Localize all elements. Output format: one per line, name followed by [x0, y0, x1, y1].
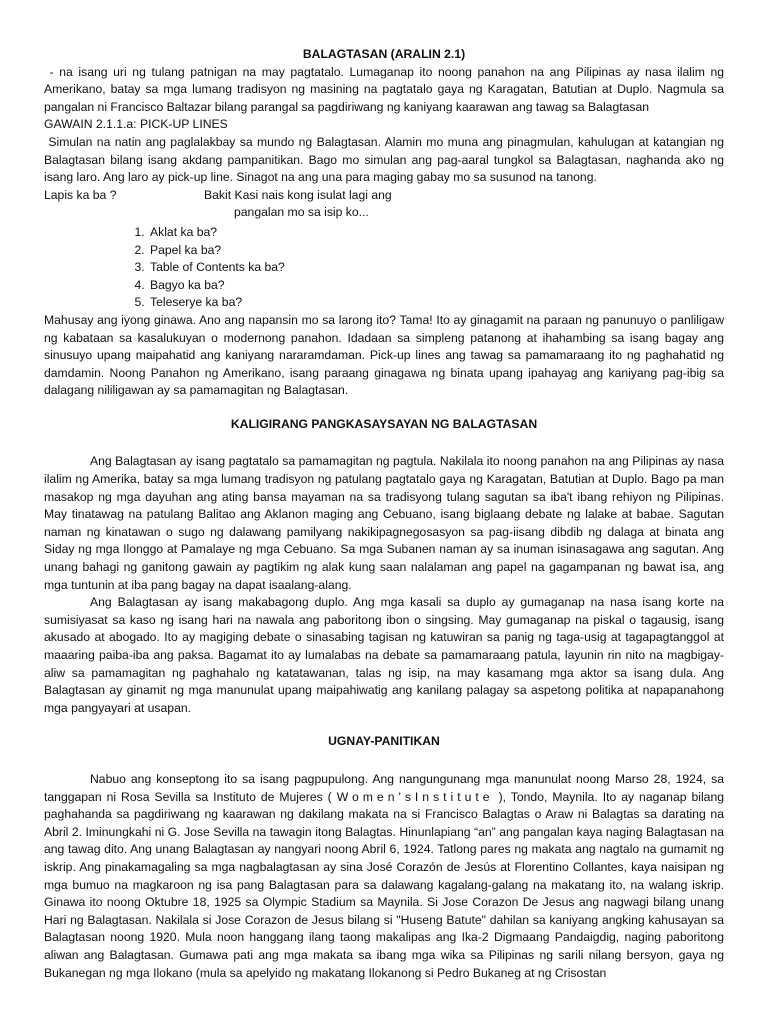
pickup-answer-line-1: Bakit Kasi nais kong isulat lagi ang: [204, 187, 392, 202]
list-item: 1. Aklat ka ba?: [148, 224, 724, 242]
pickup-question: Lapis ka ba ?: [44, 187, 117, 202]
ugnay-paragraph: Nabuo ang konseptong ito sa isang pagpupulong. Ang nangungunang mga manunulat noong Marso 28, 1924, sa tanggapan ni Rosa Sevilla sa Instituto de Mujeres ( Women'sInstitute ), Tondo, Maynila. Ito ay naganap bilang paghahanda sa pagdiriwang ng kaarawan ng dakilang makata na si Francisco Balagtas o Araw ni Balagtas sa darating na Abril 2. Iminungkahi ni G. Jose Sevilla na tawagin itong Balagtas. Hinunlapiang “an” ang pangalan kaya naging Balagtasan na ang tawag dito. Ang unang Balagtasan ay nangyari noong Abril 6, 1924. Tatlong pares ng makata ang nagtalo na gumamit ng iskrip. Ang pinakamagaling sa mga nagbalagtasan ay sina José Corazón de Jesús at Florentino Collantes, kaya naisipan ng mga bumuo na magkaroon ng isa pang Balagtasan para sa dalawang kagalang-galang na makatang ito, na walang iskrip. Ginawa ito noong Oktubre 18, 1925 sa Olympic Stadium sa Maynila. Si Jose Corazon De Jesus ang nagwagi bilang unang Hari ng Balagtasan. Nakilala si Jose Corazon de Jesus bilang si "Huseng Batute" dahilan sa kaniyang angking kahusayan sa Balagtasan noong 1920. Mula noon hanggang ilang taong makalipas ang Ika-2 Digmaang Pandaigdig, naging paboritong aliwan ang Balagtasan. Gumawa pati ang mga makata sa ibang mga wika sa Pilipinas ng sarili nilang bersyon, gaya ng Bukanegan ng mga Ilokano (mula sa apelyido ng makatang Ilokanong si Pedro Bukaneg at ng Crisostan: [44, 771, 724, 980]
list-item: 2. Papel ka ba?: [148, 242, 724, 260]
activity-title: GAWAIN 2.1.1.a: PICK-UP LINES: [44, 117, 228, 132]
pickup-example: [44, 187, 724, 205]
intro-definition: - na isang uri ng tulang patnigan na may pagtatalo. Lumaganap ito noong panahon na ang Pilipinas ay nasa ilalim ng Amerikano, batay sa mga lumang tradisyon ng masining na pagtatalo gaya ng Karagatan, Batutian at Duplo. Nagmula sa pangalan ni Francisco Baltazar bilang parangal sa pagdiriwang ng kaniyang kaarawan ang tawag sa Balagtasan: [44, 64, 725, 114]
pickup-answer-line-2: pangalan mo sa isip ko...: [234, 205, 369, 220]
activity-text: Simulan na natin ang paglalakbay sa mundo ng Balagtasan. Alamin mo muna ang pinagmulan, kahulugan at katangian ng Balagtasan bilang isang akdang pampanitikan. Bago mo simulan ang pag-aaral tungkol sa Balagtasan, naghanda ako ng isang laro. Ang laro ay pick-up line. Sinagot na ang una para maging gabay mo sa susunod na tanong.: [44, 134, 724, 185]
section-heading-ugnay: UGNAY-PANITIKAN: [328, 734, 440, 749]
list-item: 5. Teleserye ka ba?: [148, 294, 724, 312]
history-paragraph-2: Ang Balagtasan ay isang makabagong duplo. Ang mga kasali sa duplo ay gumaganap na nasa isang korte na sumisiyasat sa kaso ng isang hari na nawala ang paboritong ibon o singsing. May gumaganap na piskal o tagausig, isang akusado at abogado. Ito ay magiging debate o sinasabing tagisan ng katuwiran sa panig ng taga-usig at tagapagtanggol at maaaring paiba-iba ang paksa. Bagamat ito ay lumalabas na debate sa pamamaraang patula, layunin rin nito na magbigay-aliw sa pamamagitan ng paghahalo ng katatawanan, talas ng isip, na may kasamang mga aktor sa isang dula. Ang Balagtasan ay ginamit ng mga manunulat upang maipahiwatig ang kanilang palagay sa aspetong politika at napapanahong mga pangyayari at usapan.: [44, 595, 724, 715]
reflection-paragraph: Mahusay ang iyong ginawa. Ano ang napansin mo sa larong ito? Tama! Ito ay ginagamit na paraan ng panunuyo o panliligaw ng kabataan sa kasalukuyan o modernong panahon. Idadaan sa simpleng patanong at ihahambing sa isang bagay ang sinusuyo upang maipahatid ang kaniyang nararamdaman. Pick-up lines ang tawag sa pamamaraang ito ng paghahatid ng damdamin. Noong Panahon ng Amerikano, isang paraang ginagawa ng binata upang ipahayag ang kaniyang pag-ibig sa dalagang nililigawan ay sa pamamagitan ng Balagtasan.: [44, 312, 724, 398]
pickup-list: [44, 224, 724, 312]
list-item: 4. Bagyo ka ba?: [148, 277, 724, 295]
history-paragraph-1: Ang Balagtasan ay isang pagtatalo sa pamamagitan ng pagtula. Nakilala ito noong panahon na ang Pilipinas ay nasa ilalim ng Amerika, batay sa mga lumang tradisyon ng patulang pagtatalo gaya ng Karagatan, Batutian at Duplo. Bago pa man masakop ng mga dayuhan ang ating bansa mayaman na sa tradisyong tulang sagutan sa iba't ibang rehiyon ng Pilipinas. May tinatawag na patulang Balitao ang Aklanon maging ang Cebuano, isang biglaang debate ng lalake at babae. Sagutan naman ng kinatawan o sugo ng dalawang pamilyang nakikipagnegosasyon sa pag-iisang dibdib ng dalaga at binata ang Siday ng mga Ilonggo at Pamalaye ng mga Cebuano. Sa mga Subanen naman ay sa inuman isinasagawa ang sagutan. Ang unang bahagi ng ganitong gawain ay pagtikim ng alak kung saan nalalaman ang papel na gagampanan ng bawat isa, ang mga tuntunin at iba pang bagay na dapat isaalang-alang.: [44, 454, 724, 592]
page-title: BALAGTASAN (ARALIN 2.1): [302, 47, 466, 61]
list-item: 3. Table of Contents ka ba?: [148, 259, 724, 277]
section-heading-history: KALIGIRANG PANGKASAYSAYAN NG BALAGTASAN: [230, 416, 538, 431]
